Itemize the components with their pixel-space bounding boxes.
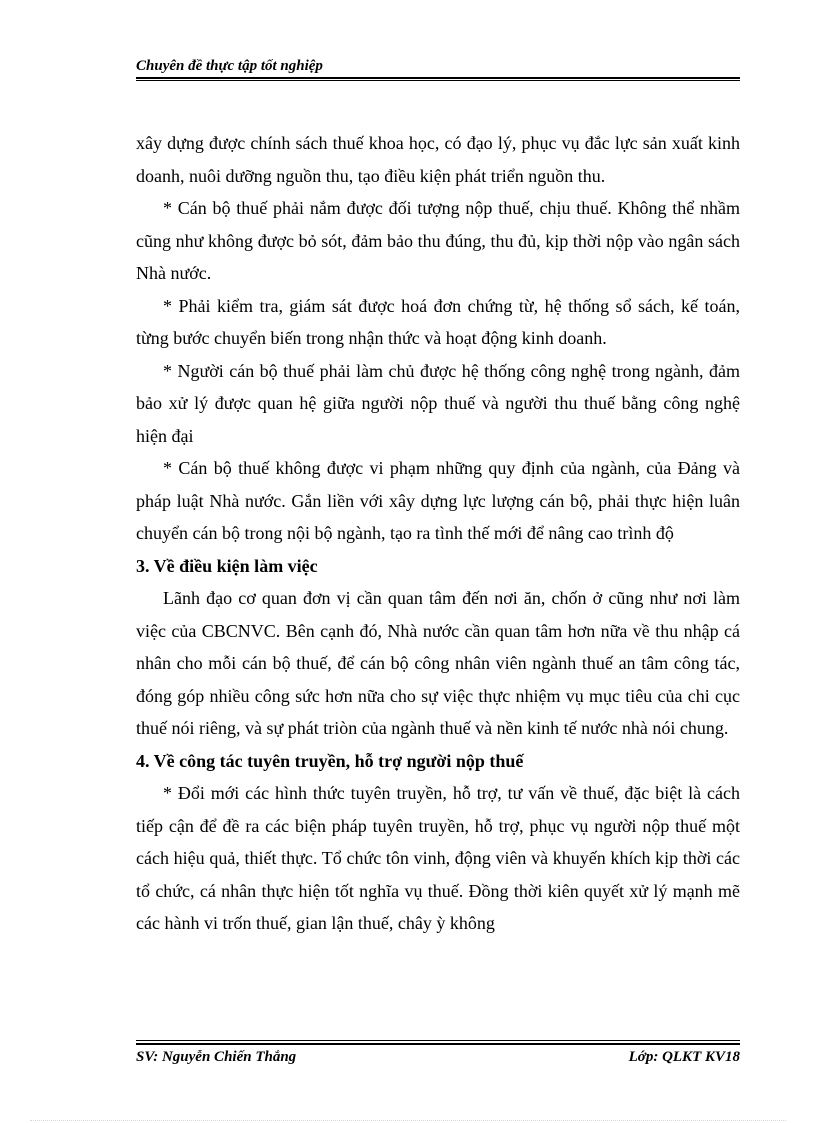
header-rule bbox=[136, 77, 740, 79]
paragraph: Lãnh đạo cơ quan đơn vị cần quan tâm đến nơi ăn, chốn ở cũng như nơi làm việc của CBCNVC. Bên cạnh đó, Nhà nước cần quan tâm hơn nữa về thu nhập cá nhân cho mỗi cán bộ thuế, để cán bộ công nhân viên ngành thuế an tâm công tác, đóng góp nhiều công sức hơn nữa cho sự việc thực nhiệm vụ mục tiêu của chi cục thuế nói riêng, và sự phát triòn của ngành thuế và nền kinh tế nước nhà nói chung. bbox=[136, 588, 740, 738]
page-header-title: Chuyên đề thực tập tốt nghiệp bbox=[136, 58, 323, 74]
footer-class: Lớp: QLKT KV18 bbox=[628, 1049, 740, 1065]
section-heading: 3. Về điều kiện làm việc bbox=[136, 555, 318, 576]
page-footer bbox=[136, 1047, 740, 1067]
page-bottom-border bbox=[30, 1120, 786, 1121]
section-heading: 4. Về công tác tuyên truyền, hỗ trợ người nộp thuế bbox=[136, 750, 524, 771]
paragraph: * Cán bộ thuế không được vi phạm những quy định của ngành, của Đảng và pháp luật Nhà nước. Gắn liền với xây dựng lực lượng cán bộ, phải thực hiện luân chuyển cán bộ trong nội bộ ngành, tạo ra tình thế mới để nâng cao trình độ bbox=[136, 458, 740, 543]
paragraph: * Phải kiểm tra, giám sát được hoá đơn chứng từ, hệ thống sổ sách, kế toán, từng bước chuyển biến trong nhận thức và hoạt động kinh doanh. bbox=[136, 295, 740, 348]
footer-student: SV: Nguyễn Chiến Thắng bbox=[136, 1049, 297, 1065]
paragraph: * Người cán bộ thuế phải làm chủ được hệ thống công nghệ trong ngành, đảm bảo xử lý được quan hệ giữa người nộp thuế và người thu thuế bằng công nghệ hiện đại bbox=[136, 360, 740, 446]
paragraph: * Đổi mới các hình thức tuyên truyền, hỗ trợ, tư vấn về thuế, đặc biệt là cách tiếp cận để đề ra các biện pháp tuyên truyền, hỗ trợ, phục vụ người nộp thuế một cách hiệu quả, thiết thực. Tổ chức tôn vinh, động viên và khuyến khích kịp thời các tổ chức, cá nhân thực hiện tốt nghĩa vụ thuế. Đồng thời kiên quyết xử lý mạnh mẽ các hành vi trốn thuế, gian lận thuế, chây ỳ không bbox=[136, 783, 740, 933]
paragraph: * Cán bộ thuế phải nắm được đối tượng nộp thuế, chịu thuế. Không thể nhầm cũng như không được bỏ sót, đảm bảo thu đúng, thu đủ, kịp thời nộp vào ngân sách Nhà nước. bbox=[136, 198, 740, 283]
paragraph: xây dựng được chính sách thuế khoa học, có đạo lý, phục vụ đắc lực sản xuất kinh doanh, nuôi dưỡng nguồn thu, tạo điều kiện phát triển nguồn thu. bbox=[136, 133, 740, 186]
header-rule-thin bbox=[136, 80, 740, 81]
footer-rule bbox=[136, 1043, 740, 1045]
footer-rule-thin bbox=[136, 1040, 740, 1041]
document-body bbox=[136, 127, 740, 940]
